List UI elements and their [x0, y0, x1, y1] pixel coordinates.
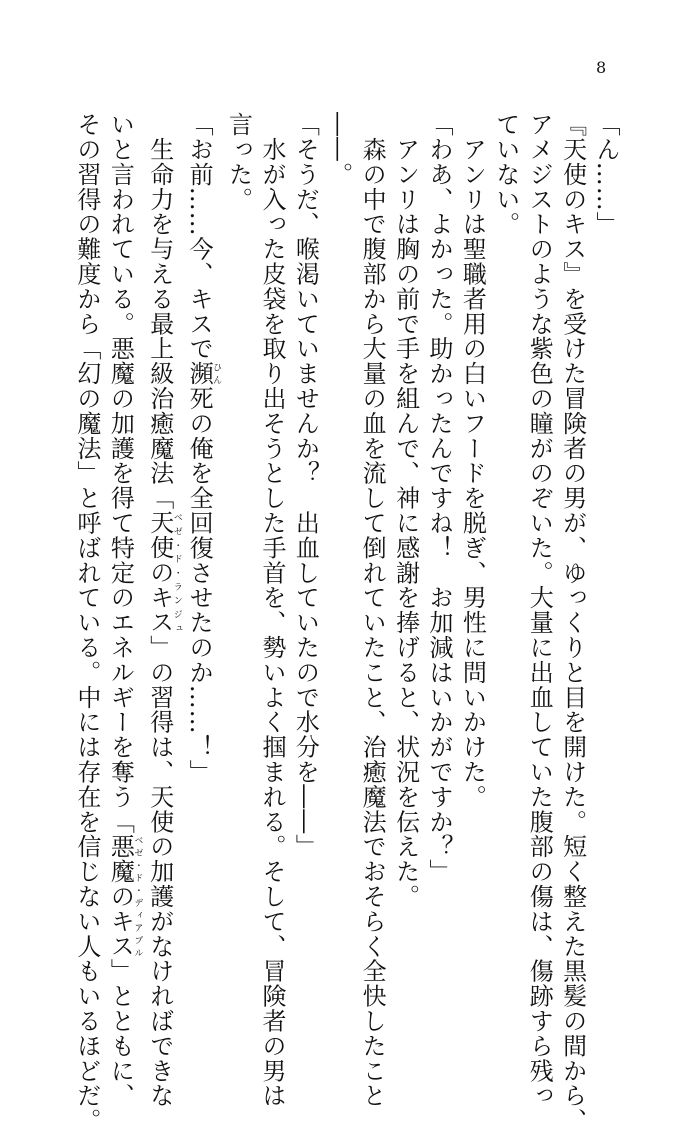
text-line: 言った。 — [224, 112, 253, 212]
text-line-with-ruby — [103, 112, 143, 1109]
ruby-reading: ベゼ・ド・ディアブル — [132, 834, 143, 959]
text-line: 「わあ、よかった。助かったんですね！ お加減はいかがですか？」 — [424, 112, 453, 884]
text-line: 水が入った皮袋を取り出そうとした手首を、勢いよく掴まれる。そして、冒険者の男は — [257, 112, 286, 1108]
ruby-base: 悪魔のキス — [106, 834, 135, 959]
text-segment: 死の俺を全回復させたのか……！」 — [185, 385, 214, 785]
text-line-with-ruby — [182, 112, 221, 972]
text-line: 「ん……」 — [592, 112, 620, 237]
text-segment: 」の習得は、天使の加護がなければできな — [145, 634, 174, 1109]
ruby-base: 天使のキス — [145, 510, 174, 635]
page-number: 8 — [596, 58, 607, 77]
text-line: ――。 — [324, 112, 353, 187]
text-line: アメジストのような紫色の瞳がのぞいた。大量に出血していた腹部の傷は、傷跡すら残っ — [525, 112, 554, 1108]
text-line: 「そうだ、喉渇いていませんか？ 出血していたので水分を――」 — [291, 112, 320, 859]
body-text — [70, 112, 623, 1133]
ruby-annotation — [185, 361, 222, 386]
text-line: 森の中で腹部から大量の血を流して倒れていたこと、治癒魔法でおそらく全快したこと — [358, 112, 387, 1108]
text-segment: 」とともに、 — [106, 958, 135, 1109]
text-line: ていない。 — [491, 112, 520, 237]
text-line: 『天使のキス』を受けた冒険者の男が、ゆっくりと目を開けた。短く整えた黒髪の間から、 — [558, 112, 587, 1133]
ruby-annotation — [106, 834, 143, 959]
text-segment: いと言われている。悪魔の加護を得て特定のエネルギーを奪う「 — [106, 112, 135, 835]
text-line: その習得の難度から「幻の魔法」と呼ばれている。中には存在を信じない人もいるほどだ。 — [72, 112, 101, 1133]
ruby-reading: ベゼ・ド・ランジュ — [171, 510, 182, 635]
ruby-base: 瀕 — [185, 361, 214, 386]
ruby-reading: ひん — [211, 361, 222, 386]
text-segment: 生命力を与える最上級治癒魔法「 — [145, 112, 174, 511]
text-line: アンリは胸の前で手を組んで、神に感謝を捧げると、状況を伝えた。 — [391, 112, 420, 909]
ruby-annotation — [145, 510, 182, 635]
text-line: アンリは聖職者用の白いフードを脱ぎ、男性に問いかけた。 — [458, 112, 487, 810]
text-line-with-ruby — [142, 112, 182, 1109]
text-segment: 「お前……今、キスで — [185, 112, 214, 361]
